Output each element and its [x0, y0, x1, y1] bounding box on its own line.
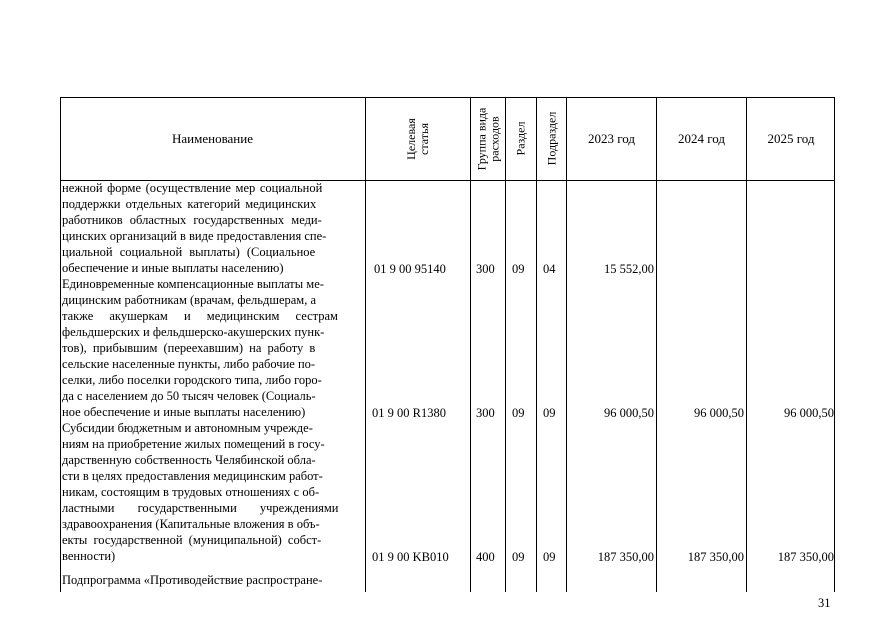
row-name-line: работников областных государственных меди-	[62, 213, 322, 227]
row-amount-2023: 15 552,00	[604, 262, 654, 276]
row-name-line: сельские населенные пункты, либо рабочие по-	[62, 357, 316, 371]
row-name-line: Подпрограмма «Противодействие распростране-	[62, 573, 323, 587]
row-name-line: венности)	[62, 549, 116, 563]
row-amount-2023: 187 350,00	[597, 550, 654, 564]
row-name-line: селки, либо поселки городского типа, либо горо-	[62, 373, 322, 387]
row-expense-group: 300	[476, 406, 495, 420]
row-name-line: дарственную собственность Челябинской обла-	[62, 453, 316, 467]
header-section	[506, 97, 536, 180]
page-number: 31	[818, 596, 831, 610]
header-expense-group	[471, 97, 505, 180]
header-subsection-label: Подраздел	[544, 111, 559, 166]
row-name-line: тов), прибывшим (переехавшим) на работу в	[62, 341, 316, 355]
row-name-line: нежной форме (осуществление мер социальной	[62, 181, 323, 195]
header-section-label: Раздел	[513, 121, 528, 156]
header-name: Наименование	[172, 130, 253, 146]
row-name-line: Субсидии бюджетным и автономным учрежде-	[62, 421, 313, 435]
row-target-code: 01 9 00 95140	[374, 262, 446, 276]
header-target-line1: Целевая	[403, 117, 418, 160]
row-subsection: 04	[543, 262, 556, 276]
header-year-2023: 2023 год	[588, 130, 635, 146]
row-amount-2024: 187 350,00	[687, 550, 744, 564]
header-subsection	[537, 97, 566, 180]
row-name-line: сти в целях предоставления медицинским работ-	[62, 469, 323, 483]
header-group-line2: расходов	[487, 115, 501, 162]
row-name-line: циальной социальной выплаты) (Социальное	[62, 245, 316, 259]
row-section: 09	[512, 406, 525, 420]
row-name-line: ное обеспечение и иные выплаты населению)	[62, 405, 306, 419]
row-name-line: дицинским работникам (врачам, фельдшерам, а	[62, 293, 316, 307]
row-name-line: никам, состоящим в трудовых отношениях с об-	[62, 485, 320, 499]
row-name-line: поддержки отдельных категорий медицинских	[62, 197, 317, 211]
row-subsection: 09	[543, 550, 556, 564]
row-name-line: ниям на приобретение жилых помещений в госу-	[62, 437, 325, 451]
header-group-line1: Группа вида	[474, 107, 488, 170]
row-name-line: екты государственной (муниципальной) собст-	[62, 533, 322, 547]
row-target-code: 01 9 00 KB010	[372, 550, 449, 564]
row-name-line: обеспечение и иные выплаты населению)	[62, 261, 284, 275]
header-target-article	[366, 97, 470, 180]
row-section: 09	[512, 262, 525, 276]
row-name-line: ластными государственными учреждениями	[62, 501, 339, 515]
row-name-line: да с населением до 50 тысяч человек (Социаль-	[62, 389, 316, 403]
row-expense-group: 400	[476, 550, 495, 564]
header-year-2024: 2024 год	[678, 130, 725, 146]
row-amount-2025: 96 000,50	[784, 406, 834, 420]
row-name-line: фельдшерских и фельдшерско-акушерских пунк-	[62, 325, 325, 339]
row-name-line: здравоохранения (Капитальные вложения в объ-	[62, 517, 320, 531]
row-target-code: 01 9 00 R1380	[372, 406, 446, 420]
row-name-line: также акушеркам и медицинским сестрам	[62, 309, 338, 323]
row-expense-group: 300	[476, 262, 495, 276]
row-amount-2023: 96 000,50	[604, 406, 654, 420]
row-name-line: Единовременные компенсационные выплаты ме-	[62, 277, 324, 291]
row-amount-2025: 187 350,00	[777, 550, 834, 564]
row-name-line: цинских организаций в виде предоставления спе-	[62, 229, 327, 243]
header-target-line2: статья	[416, 122, 431, 155]
row-amount-2024: 96 000,50	[694, 406, 744, 420]
row-subsection: 09	[543, 406, 556, 420]
row-section: 09	[512, 550, 525, 564]
header-year-2025: 2025 год	[767, 130, 815, 146]
